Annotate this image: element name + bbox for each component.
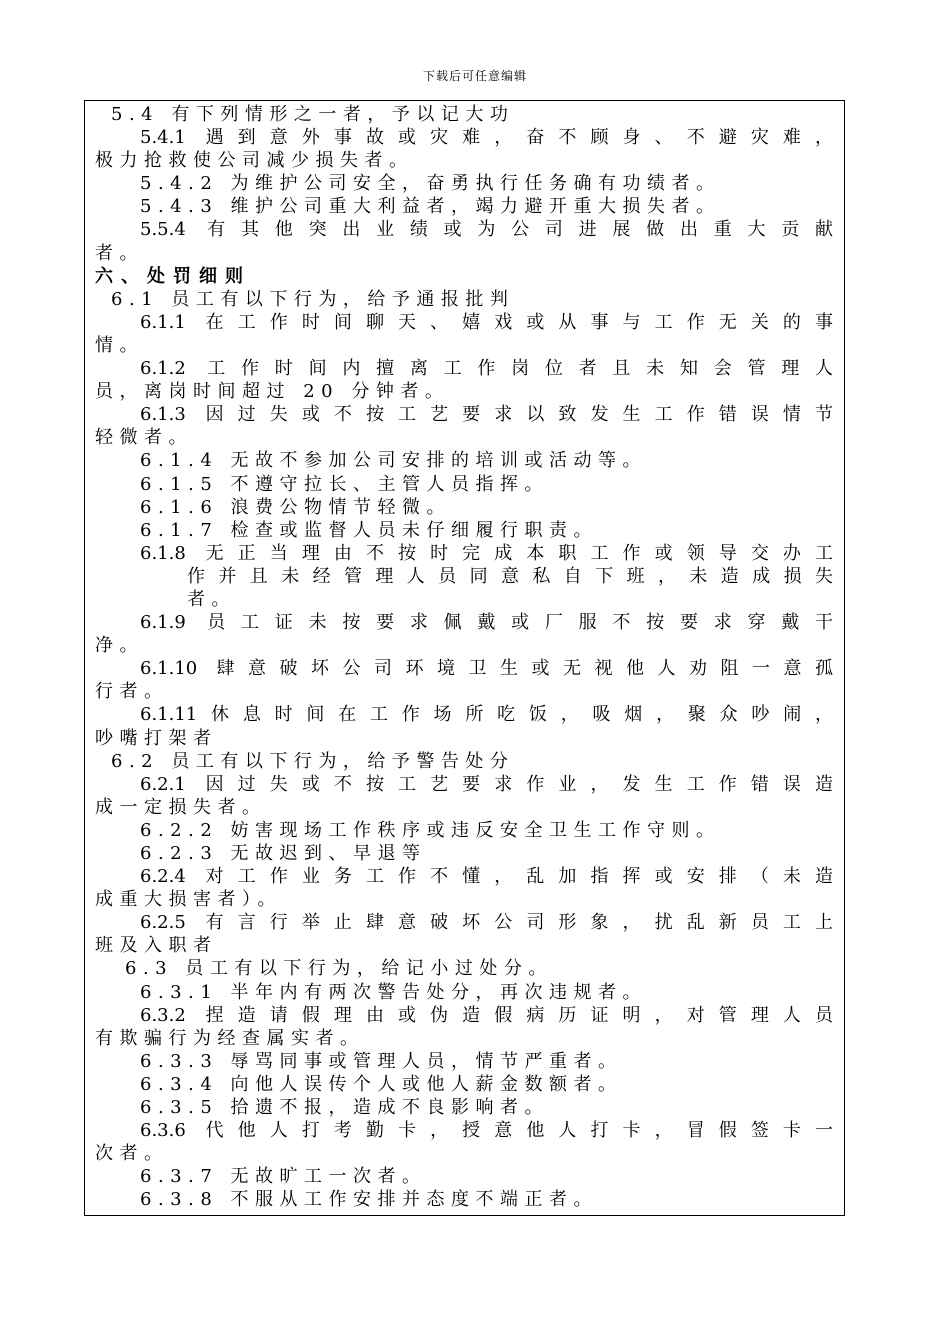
text-line: 5.4.2 为维护公司安全，奋勇执行任务确有功绩者。	[140, 173, 721, 195]
text-line: 6.1.5 不遵守拉长、主管人员指挥。	[140, 473, 550, 495]
text-line: 5.4.1 遇到意外事故或灾难，奋不顾身、不避灾难，	[140, 127, 833, 149]
text-line: 6.3.7 无故旷工一次者。	[140, 1166, 427, 1188]
text-line: 6.1 员工有以下行为，给予通报批判	[111, 288, 515, 310]
text-line: 次者。	[95, 1143, 169, 1165]
text-line: 6.1.2 工作时间内擅离工作岗位者且未知会管理人	[140, 358, 833, 380]
text-line: 6.3.1 半年内有两次警告处分，再次违规者。	[140, 981, 648, 1003]
text-line: 作并且未经管理人员同意私自下班，未造成损失	[187, 565, 833, 587]
text-line: 行者。	[95, 681, 169, 703]
text-line: 6.1.11休息时间在工作场所吃饭，吸烟，聚众吵闹，	[140, 704, 833, 726]
text-line: 5.5.4 有其他突出业绩或为公司进展做出重大贡献	[140, 219, 833, 241]
document-frame	[84, 100, 845, 1216]
text-line: 6.1.1 在工作时间聊天、嬉戏或从事与工作无关的事	[140, 311, 833, 333]
text-line: 员，离岗时间超过 20 分钟者。	[95, 381, 450, 403]
text-line: 成一定损失者。	[95, 796, 267, 818]
text-line: 者。	[187, 588, 236, 610]
section-heading: 六、处罚细则	[95, 265, 251, 287]
text-line: 6.1.6 浪费公物情节轻微。	[140, 496, 452, 518]
text-line: 情。	[95, 334, 144, 356]
text-line: 净。	[95, 635, 144, 657]
text-line: 成重大损害者）。	[95, 889, 282, 911]
text-line: 6.3.5 拾遗不报，造成不良影响者。	[140, 1097, 550, 1119]
text-line: 6.3.4 向他人误传个人或他人薪金数额者。	[140, 1073, 623, 1095]
text-line: 6.2.4 对工作业务工作不懂，乱加指挥或安排（未造	[140, 866, 833, 888]
page-header-note: 下载后可任意编辑	[422, 69, 527, 83]
text-line: 6.3 员工有以下行为，给记小过处分。	[125, 958, 553, 980]
text-line: 6.3.6 代他人打考勤卡，授意他人打卡，冒假签卡一	[140, 1120, 833, 1142]
text-line: 6.3.2 捏造请假理由或伪造假病历证明，对管理人员	[140, 1004, 833, 1026]
text-line: 6.2.3 无故迟到、早退等	[140, 843, 427, 864]
text-line: 6.2 员工有以下行为，给予警告处分	[111, 750, 515, 772]
text-line: 6.1.4 无故不参加公司安排的培训或活动等。	[140, 450, 648, 472]
text-line: 5.4.3 维护公司重大利益者，竭力避开重大损失者。	[140, 196, 721, 218]
text-line: 6.1.7 检查或监督人员未仔细履行职责。	[140, 519, 599, 541]
text-line: 极力抢救使公司减少损失者。	[95, 150, 414, 172]
text-line: 6.2.5 有言行举止肆意破坏公司形象，扰乱新员工上	[140, 912, 833, 934]
text-line: 6.1.8 无正当理由不按时完成本职工作或领导交办工	[140, 542, 833, 564]
text-line: 6.2.2 妨害现场工作秩序或违反安全卫生工作守则。	[140, 819, 721, 841]
text-line: 6.3.8 不服从工作安排并态度不端正者。	[140, 1189, 599, 1211]
text-line: 轻微者。	[95, 427, 193, 449]
text-line: 6.3.3 辱骂同事或管理人员，情节严重者。	[140, 1050, 623, 1072]
text-line: 6.1.3 因过失或不按工艺要求以致发生工作错误情节	[140, 404, 833, 426]
text-line: 班及入职者	[95, 935, 218, 957]
text-line: 6.2.1 因过失或不按工艺要求作业，发生工作错误造	[140, 773, 833, 795]
text-line: 5.4 有下列情形之一者，予以记大功	[111, 104, 515, 125]
text-line: 者。	[95, 242, 144, 264]
text-line: 吵嘴打架者	[95, 727, 218, 749]
text-line: 6.1.10 肆意破坏公司环境卫生或无视他人劝阻一意孤	[140, 658, 833, 680]
text-line: 6.1.9 员工证未按要求佩戴或厂服不按要求穿戴干	[140, 612, 833, 634]
text-line: 有欺骗行为经查属实者。	[95, 1027, 365, 1049]
document-body	[95, 103, 833, 1212]
